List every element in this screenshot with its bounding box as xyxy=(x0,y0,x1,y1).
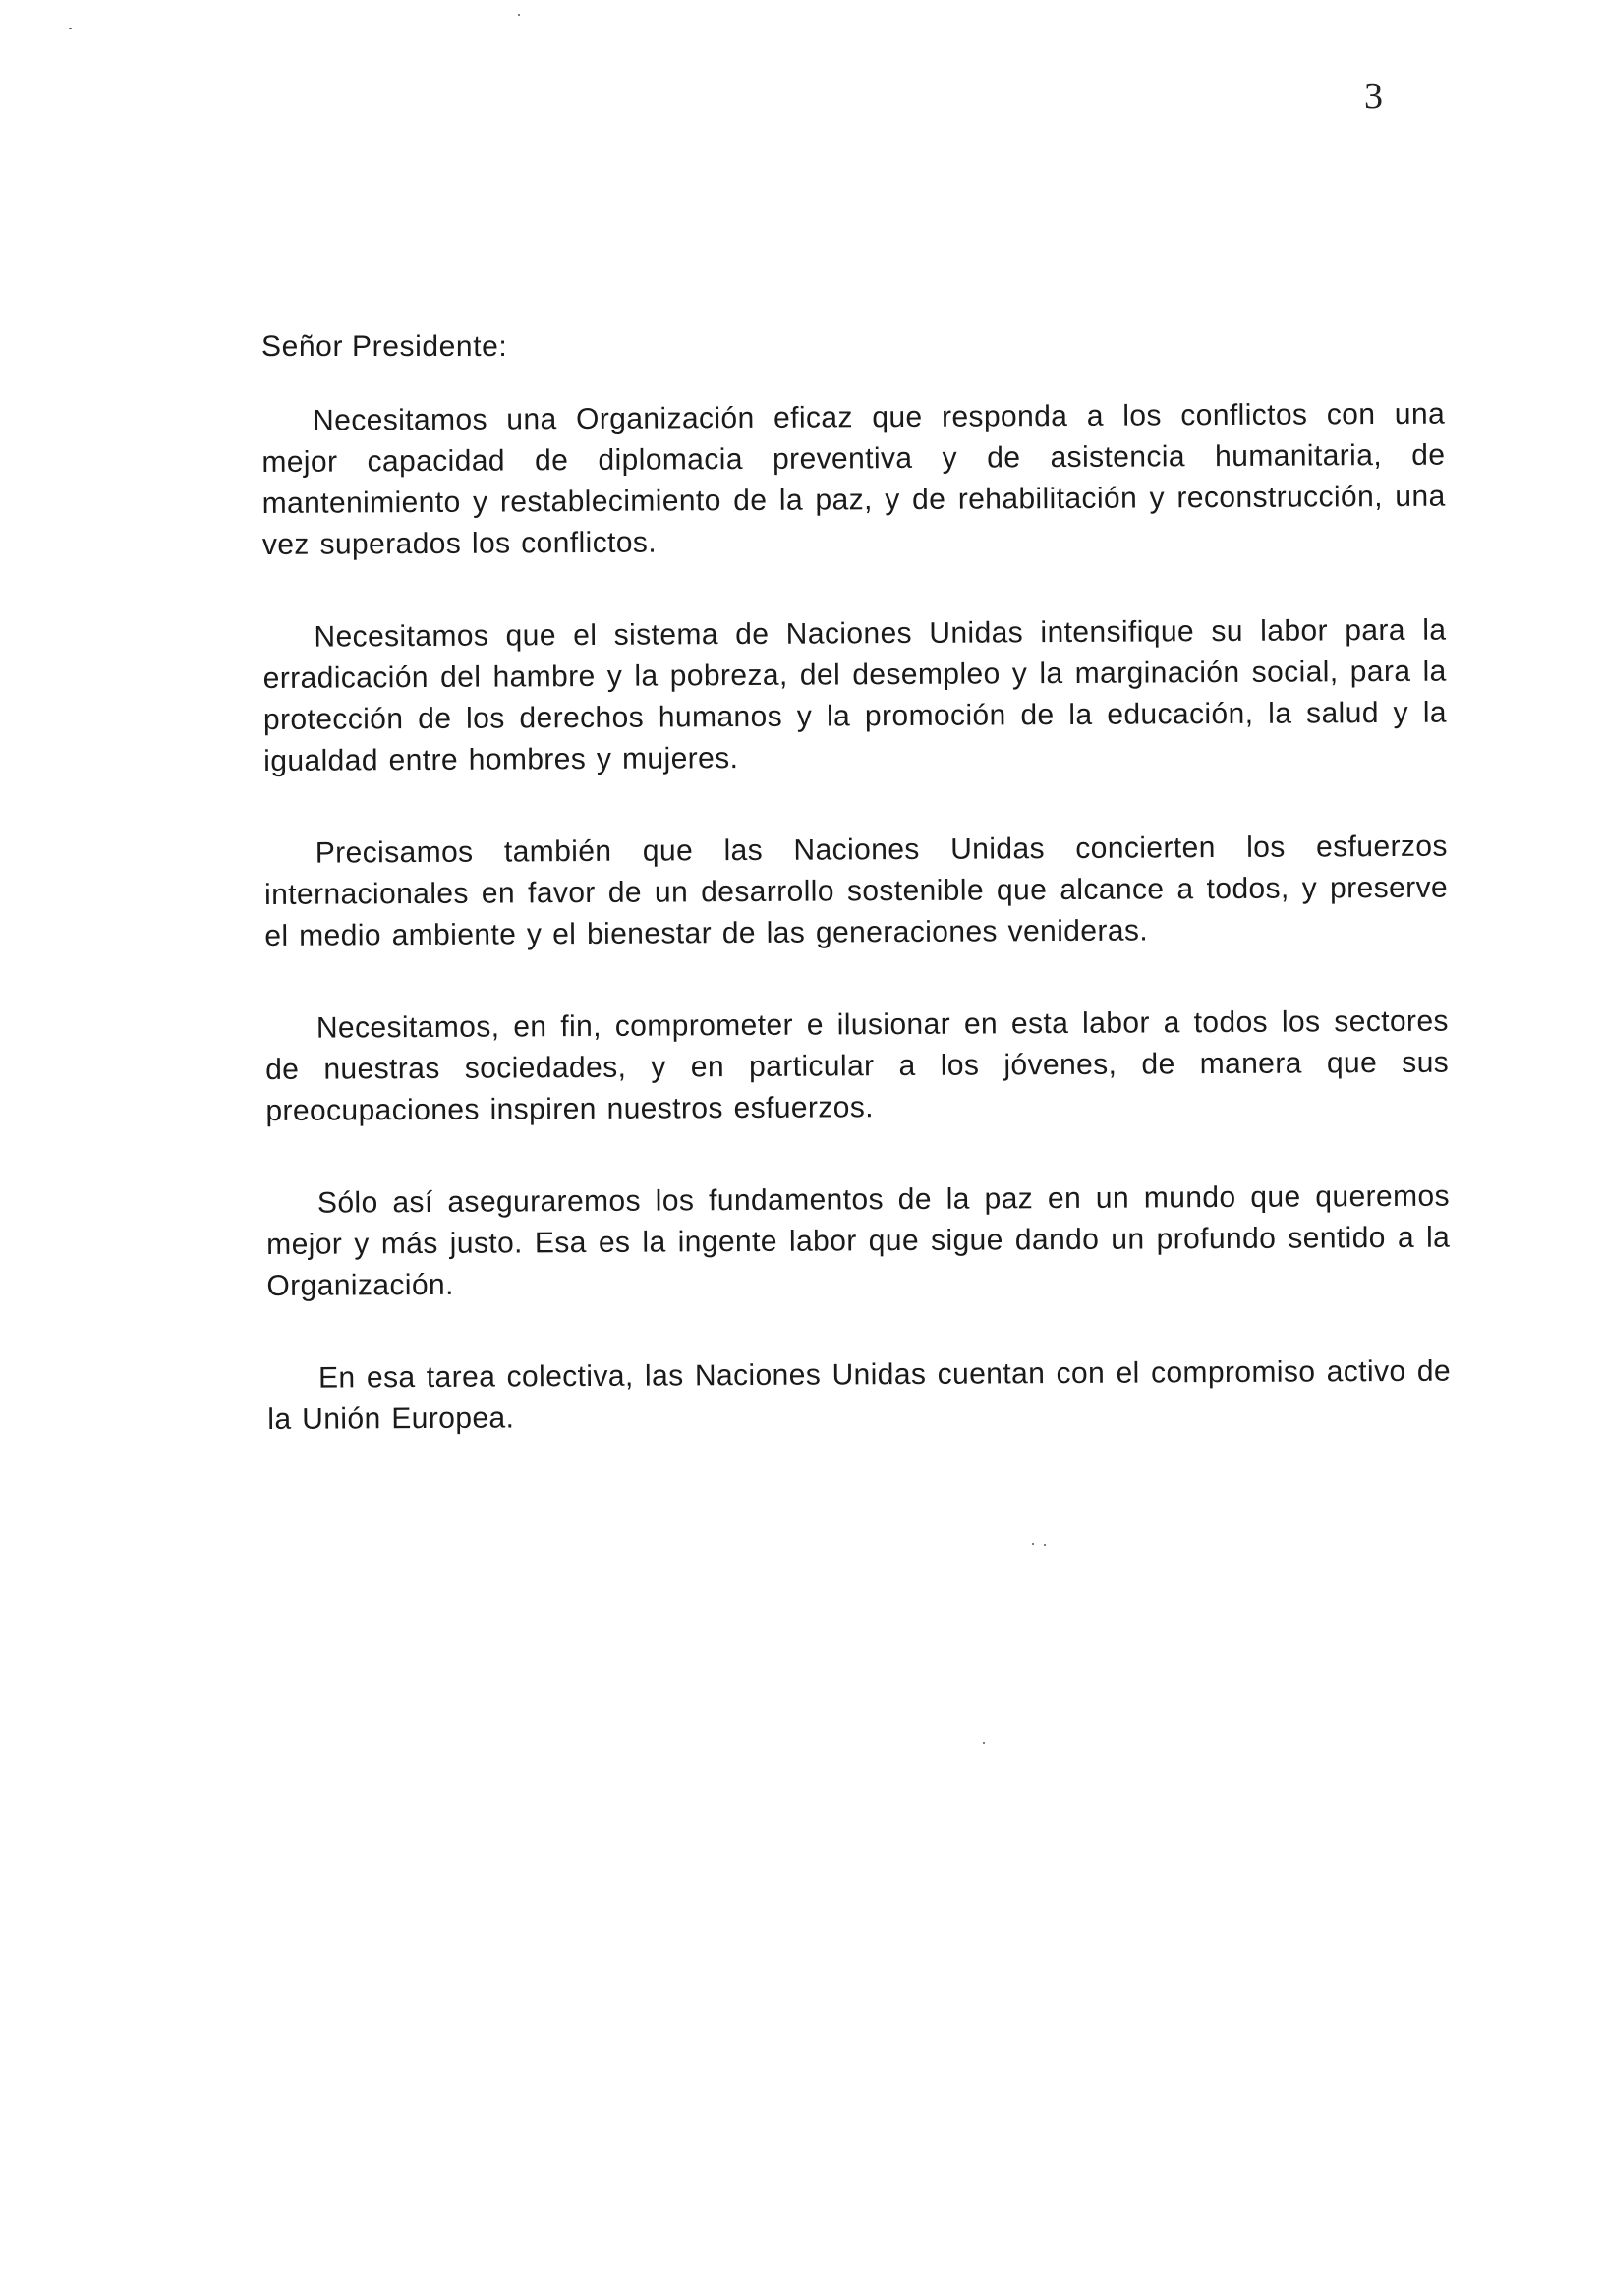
paragraph: Necesitamos que el sistema de Naciones Unidas intensifique su labor para la erradicación del hambre y la pobreza, del desempleo y la marginación social, para la protección de los derechos humanos y la promoción de la educación, la salud y la igualdad entre hombres y mujeres. xyxy=(262,613,1448,777)
scan-speck xyxy=(69,28,72,29)
paragraph: En esa tarea colectiva, las Naciones Unidas cuentan con el compromiso activo de la Unión Europea. xyxy=(267,1354,1452,1436)
scan-speck xyxy=(518,14,520,16)
scan-speck xyxy=(1032,1543,1034,1545)
paragraph: Sólo así aseguraremos los fundamentos de la paz en un mundo que queremos mejor y más justo. Esa es la ingente labor que sigue dando un profundo sentido a la Organización. xyxy=(266,1179,1451,1302)
body-text xyxy=(261,394,1452,1492)
paragraph: Necesitamos, en fin, comprometer e ilusionar en esta labor a todos los sectores de nuestras sociedades, y en particular a los jóvenes, de manera que sus preocupaciones inspiren nuestros esfuerzos. xyxy=(265,1004,1450,1127)
scan-speck xyxy=(1044,1544,1046,1546)
paragraph: Precisamos también que las Naciones Unidas concierten los esfuerzos internacionales en favor de un desarrollo sostenible que alcance a todos, y preserve el medio ambiente y el bienestar de las generaciones venideras. xyxy=(263,830,1449,952)
paragraph: Necesitamos una Organización eficaz que responda a los conflictos con una mejor capacidad de diplomacia preventiva y de asistencia humanitaria, de mantenimiento y restablecimiento de la paz, y de rehabilitación y reconstrucción, una vez superados los conflictos. xyxy=(261,397,1446,561)
scan-speck xyxy=(983,1742,985,1744)
page-number: 3 xyxy=(1364,76,1383,117)
salutation: Señor Presidente: xyxy=(261,330,508,363)
